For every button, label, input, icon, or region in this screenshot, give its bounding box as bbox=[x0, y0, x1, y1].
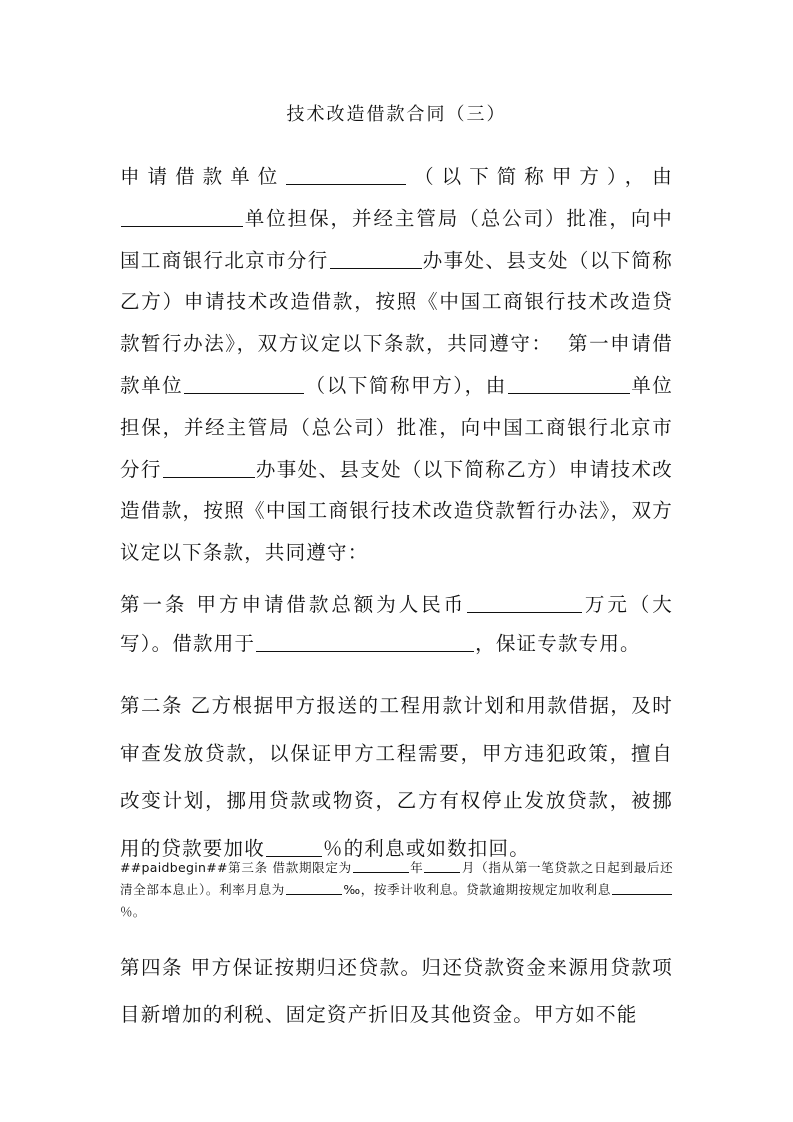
article-1-paragraph bbox=[120, 585, 673, 663]
text-segment: 申请借款单位 bbox=[120, 165, 286, 188]
fill-in-blank bbox=[467, 592, 582, 613]
article-2-paragraph bbox=[120, 682, 673, 872]
fill-in-blank bbox=[353, 860, 409, 874]
text-segment: 办事处、县支处（以下简称乙方）申请技术改造借款，按照《中国工商银行技术改造贷款暂行办法》，双方议定以下条款，共同遵守： bbox=[120, 457, 673, 565]
fill-in-blank bbox=[424, 860, 460, 874]
fill-in-blank bbox=[121, 206, 243, 227]
fill-in-blank bbox=[286, 882, 342, 896]
text-segment: ，保证专款专用。 bbox=[475, 632, 641, 655]
text-segment: 月（指从第一笔贷款之日起到最后还清全部本息止）。利率月息为 bbox=[120, 860, 673, 897]
text-segment: 第一 bbox=[568, 332, 611, 356]
fill-in-blank bbox=[508, 373, 630, 394]
article-4-paragraph bbox=[120, 944, 673, 1038]
text-segment: 办事处、县支处（以下简称乙方）申请技术改造借款，按照《中国工商银行技术改造贷款暂行办法》，双方议定以下条款，共同遵守： bbox=[120, 248, 673, 356]
preamble-paragraph bbox=[120, 156, 673, 574]
text-segment: ％的利息或如数扣回。 bbox=[322, 836, 530, 860]
text-segment: 申请借款单位 bbox=[120, 332, 673, 397]
text-segment: 万元（大写）。借款用于 bbox=[120, 593, 673, 655]
text-segment: 年 bbox=[409, 860, 424, 875]
fill-in-blank bbox=[163, 456, 255, 477]
fill-in-blank bbox=[330, 247, 422, 268]
text-segment: （以下简称甲方），由 bbox=[305, 373, 507, 397]
fill-in-blank bbox=[256, 631, 474, 652]
fill-in-blank bbox=[266, 835, 322, 856]
text-segment: 第二条 乙方根据甲方报送的工程用款计划和用款借据，及时审查发放贷款，以保证甲方工程需要，甲方违犯政策，擅自改变计划，挪用贷款或物资，乙方有权停止发放贷款，被挪用的贷款要加收 bbox=[120, 694, 673, 860]
text-segment: ％。 bbox=[120, 904, 146, 919]
fill-in-blank bbox=[612, 882, 672, 896]
text-segment: （以下简称甲方），由 bbox=[407, 165, 673, 188]
text-segment: ‰，按季计收利息。贷款逾期按规定加收利息 bbox=[342, 882, 612, 897]
text-segment: 第一条 甲方申请借款总额为人民币 bbox=[120, 593, 467, 616]
text-segment: 第四条 甲方保证按期归还贷款。归还贷款资金来源用贷款项目新增加的利税、固定资产折旧及其他资金。甲方如不能 bbox=[120, 956, 673, 1026]
document-title: 技术改造借款合同（三） bbox=[286, 104, 507, 125]
text-segment: 单位担保，并经主管局（总公司）批准，向中国工商银行北京市分行 bbox=[120, 373, 673, 481]
fill-in-blank bbox=[184, 373, 304, 394]
article-3-paragraph bbox=[120, 857, 673, 923]
fill-in-blank bbox=[286, 164, 406, 185]
text-segment: ##paidbegin##第三条 借款期限定为 bbox=[120, 860, 352, 875]
text-segment: 单位担保，并经主管局（总公司）批准，向中国工商银行北京市分行 bbox=[120, 206, 673, 272]
